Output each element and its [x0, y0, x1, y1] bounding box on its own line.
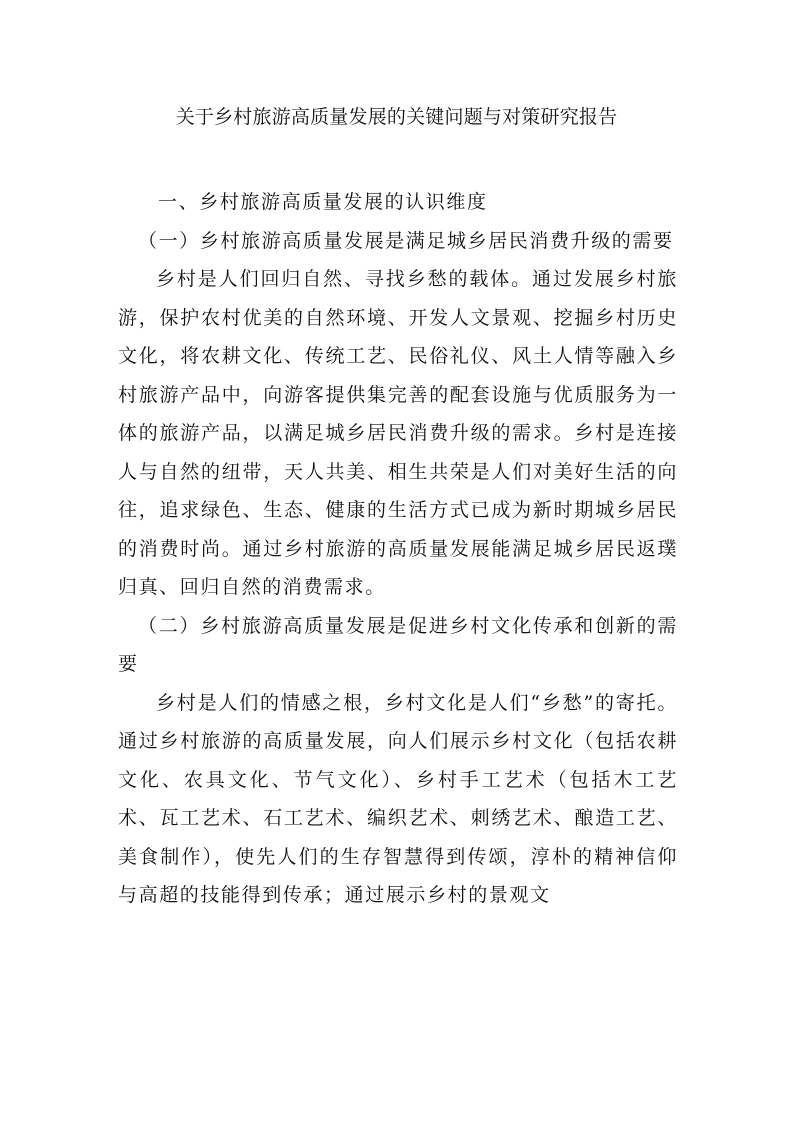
section-heading: 一、乡村旅游高质量发展的认识维度: [158, 191, 488, 213]
subsection-heading: （二）乡村旅游高质量发展是促进乡村文化传承和创新的需要: [118, 614, 678, 675]
subsection-heading: （一）乡村旅游高质量发展是满足城乡居民消费升级的需要: [138, 229, 674, 252]
document-body: [118, 183, 678, 915]
body-paragraph: 乡村是人们的情感之根，乡村文化是人们“乡愁”的寄托。通过乡村旅游的高质量发展，向人们展示乡村文化（包括农耕文化、农具文化、节气文化）、乡村手工艺术（包括木工艺术、瓦工艺术、石工艺术、编织艺术、刺绣艺术、酿造工艺、美食制作），使先人们的生存智慧得到传颂，淳朴的精神信仰与高超的技能得到传承；通过展示乡村的景观文: [118, 691, 678, 906]
document-title: 关于乡村旅游高质量发展的关键问题与对策研究报告: [175, 106, 618, 128]
body-paragraph: 乡村是人们回归自然、寻找乡愁的载体。通过发展乡村旅游，保护农村优美的自然环境、开发人文景观、挖掘乡村历史文化，将农耕文化、传统工艺、民俗礼仪、风土人情等融入乡村旅游产品中，向游客提供集完善的配套设施与优质服务为一体的旅游产品，以满足城乡居民消费升级的需求。乡村是连接人与自然的纽带，天人共美、相生共荣是人们对美好生活的向往，追求绿色、生态、健康的生活方式已成为新时期城乡居民的消费时尚。通过乡村旅游的高质量发展能满足城乡居民返璞归真、回归自然的消费需求。: [118, 268, 678, 598]
